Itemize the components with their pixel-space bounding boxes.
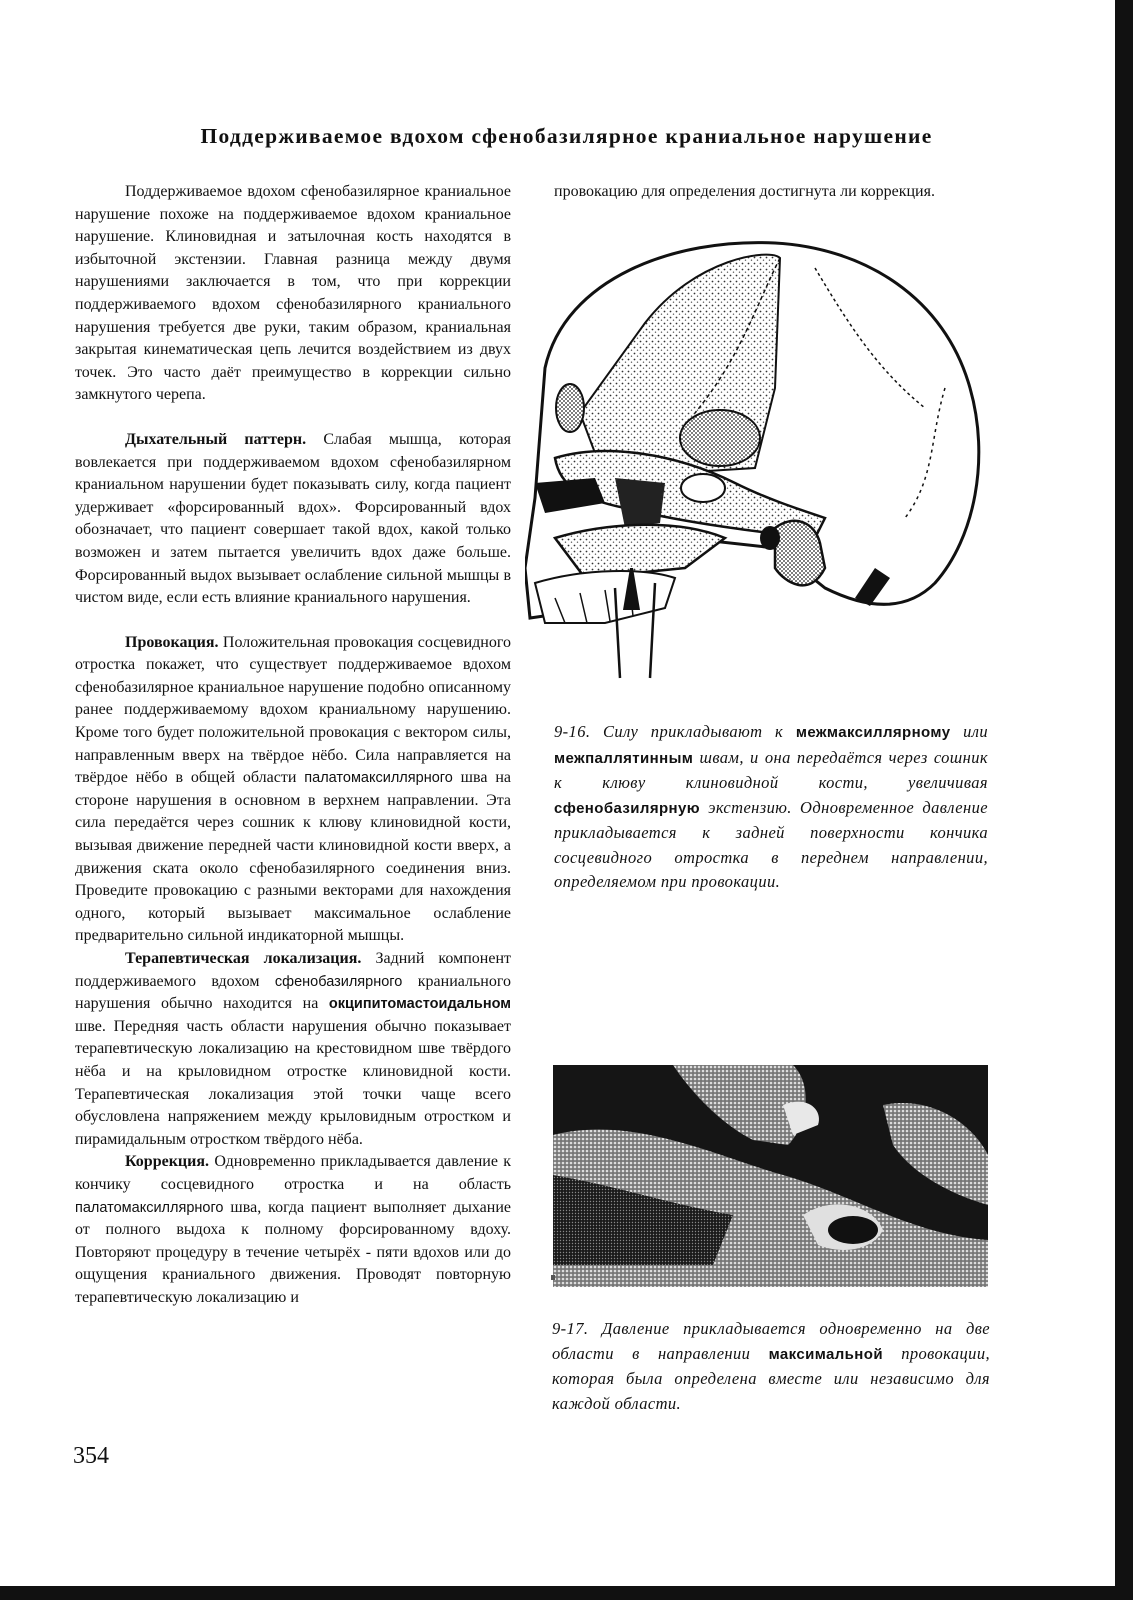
- caption-17-c: провокации, которая была определена вместе или независимо для каждой области.: [552, 1343, 990, 1413]
- term-palatomaxillary: палатомаксиллярного: [304, 770, 453, 787]
- page-title: Поддерживаемое вдохом сфенобазилярное краниальное нарушение: [200, 124, 933, 148]
- figure-16-caption: [554, 720, 988, 895]
- caption-16-g: экстензию. Одновременное давление прикладывается к задней поверхности кончика сосцевидного отростка в переднем направлении, определяемом при провокации.: [554, 797, 988, 891]
- term-palatomaxillary-2: палатомаксиллярного: [75, 1199, 224, 1216]
- term-occipitomastoid: окципитомастоидальном: [328, 996, 511, 1013]
- caption-17-b: максимальной: [768, 1345, 883, 1363]
- treatment-photo: [553, 1065, 988, 1287]
- text-therapy-c: краниального нарушения обычно находится на: [75, 972, 512, 1013]
- scan-border-bottom: [0, 1586, 1133, 1600]
- term-sphenobasilar: сфенобазилярного: [274, 973, 403, 990]
- caption-16-f: сфенобазилярную: [554, 799, 700, 817]
- paragraph-provocation: [75, 632, 511, 948]
- text-provocation-c: шва на стороне нарушения в основном в верхнем направлении. Эта сила передаётся через сошник к клюву клиновидной кости, вызывая движение передней части клиновидной кости вверх, а движения ската около сфенобазилярного соединения вниз. Проведите провокацию с разными векторами для нахождения одного, который вызывает максимальное ослабление предварительно сильной индикаторной мышцы.: [75, 769, 512, 945]
- text-provocation-a: Положительная провокация сосцевидного отростка покажет, что существует поддерживаемое вдохом сфенобазилярное краниальное нарушение подобно описанному ранее поддерживаемому вдохом краниальному нарушению. Кроме того будет положительной провокация с вектором силы, направленным вверх на твёрдое нёбо. Сила направляется на твёрдое нёбо в общей области: [75, 633, 511, 787]
- paragraph-therapy-localization: [75, 948, 511, 1151]
- caption-16-c: или: [950, 722, 989, 741]
- right-column-continuation: провокацию для определения достигнута ли коррекция.: [554, 183, 935, 200]
- paragraph-breathing-pattern: [75, 429, 511, 610]
- paragraph-correction: [75, 1151, 511, 1309]
- text-therapy-e: шве. Передняя часть области нарушения обычно показывает терапевтическую локализацию на крестовидном шве твёрдого нёба и на крыловидном отростке клиновидной кости. Терапевтическая локализация этой точки чаще всего обусловлена напряжением между крыловидным отростком и пирамидальным отростком твёрдого нёба.: [75, 1017, 511, 1148]
- paragraph-intro: Поддерживаемое вдохом сфенобазилярное краниальное нарушение похоже на поддерживаемое вдохом краниальное нарушение. Клиновидная и затылочная кость находятся в избыточной экстензии. Главная разница между двумя нарушениями заключается в том, что при коррекции поддерживаемого вдохом сфенобазилярного краниального нарушения требуется две руки, таким образом, краниальная закрытая кинематическая цепь лечится воздействием из двух точек. Это часто даёт преимущество в коррекции сильно замкнутого черепа.: [75, 183, 511, 404]
- heading-therapy-localization: Терапевтическая локализация.: [125, 950, 362, 967]
- scan-artifact: [551, 1275, 555, 1280]
- text-therapy-a: Задний компонент поддерживаемого вдохом: [75, 950, 511, 990]
- text-breathing-pattern: Слабая мышца, которая вовлекается при поддерживаемом вдохом сфенобазилярном краниальном нарушении будет показывать силу, когда пациент удерживает «форсированный вдох». Форсированный вдох обозначает, что пациент совершает такой вдох, какой только возможен и затем пытается увеличить вдох даже больше. Форсированный выдох вызывает ослабление сильной мышцы в чистом виде, если есть влияние краниального нарушения.: [75, 430, 511, 607]
- left-column: [75, 181, 511, 1310]
- caption-16-b: межмаксиллярному: [795, 724, 951, 741]
- caption-16-d: межпаллятинным: [554, 749, 694, 767]
- skull-illustration: [525, 238, 1000, 698]
- page-number: 354: [73, 1443, 109, 1469]
- caption-16-a: 9-16. Силу прикладывают к: [554, 722, 796, 741]
- scan-border-gap: [1109, 0, 1115, 1600]
- text-correction-c: шва, когда пациент выполняет дыхание от полного выдоха к полному форсированному вдоху. Повторяют процедуру в течение четырёх - пяти вдохов или до ощущения краниального движения. Проводят повторную терапевтическую локализацию и: [75, 1198, 511, 1306]
- heading-correction: Коррекция.: [125, 1153, 210, 1171]
- heading-provocation: Провокация.: [125, 633, 219, 651]
- figure-17-caption: [552, 1317, 990, 1416]
- text-correction-a: Одновременно прикладывается давление к кончику сосцевидного отростка и на область: [75, 1153, 511, 1193]
- caption-17-a: 9-17. Давление прикладывается одновременно на две области в направлении: [552, 1319, 990, 1363]
- scan-border-right: [1115, 0, 1133, 1600]
- caption-16-e: швам, и она передаётся через сошник к клюву клиновидной кости, увеличивая: [554, 747, 988, 792]
- heading-breathing-pattern: Дыхательный паттерн.: [125, 430, 307, 448]
